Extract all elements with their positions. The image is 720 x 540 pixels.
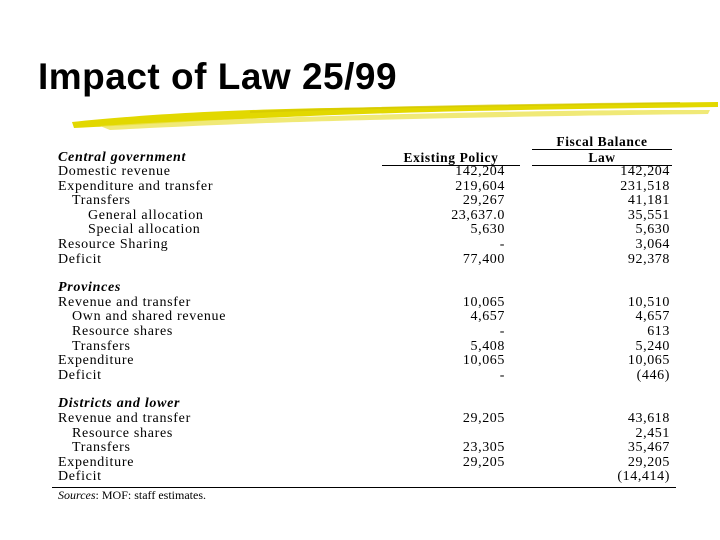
table-row: Expenditure and transfer 219,604 231,518 — [58, 178, 670, 194]
section-heading: Central government — [58, 150, 187, 165]
group-header-row — [52, 134, 676, 150]
table-row: Deficit 77,400 92,378 — [58, 251, 670, 267]
table-footnote — [52, 487, 676, 503]
table-row: Resource shares - 613 — [72, 323, 670, 339]
table-row: Revenue and transfer 29,205 43,618 — [58, 410, 670, 426]
table-row: Deficit (14,414) — [58, 469, 670, 485]
table-row: Transfers 5,408 5,240 — [72, 338, 670, 354]
table-row: Resource shares 2,451 — [72, 425, 670, 441]
table-row: Domestic revenue 142,204 142,204 — [58, 164, 670, 179]
table-row: Deficit - (446) — [58, 367, 670, 383]
table-row: Special allocation 5,630 5,630 — [88, 222, 670, 238]
fiscal-balance-table — [52, 134, 676, 503]
column-header-row — [52, 150, 676, 165]
table-row: Transfers 29,267 41,181 — [72, 193, 670, 209]
section-heading-row — [52, 281, 676, 296]
table-row: Revenue and transfer 10,065 10,510 — [58, 294, 670, 310]
section-heading: Districts and lower — [58, 396, 181, 412]
section-heading: Provinces — [58, 280, 122, 296]
slide-title: Impact of Law 25/99 — [38, 56, 398, 97]
table-row: Transfers 23,305 35,467 — [72, 440, 670, 456]
col-law-header: Law — [588, 150, 616, 165]
table-row: Expenditure 10,065 10,065 — [58, 353, 670, 369]
yellow-brush-stroke — [70, 96, 720, 136]
section-heading-row — [52, 397, 676, 412]
footnote-label: Sources — [58, 487, 96, 502]
table-row: General allocation 23,637.0 35,551 — [88, 207, 670, 223]
col-existing-policy-header: Existing Policy — [403, 150, 499, 165]
footnote-text: : MOF: staff estimates. — [95, 487, 206, 502]
fiscal-balance-header: Fiscal Balance — [556, 134, 648, 149]
table-row: Resource Sharing - 3,064 — [58, 236, 670, 252]
table-row: Expenditure 29,205 29,205 — [58, 454, 670, 470]
table-row: Own and shared revenue 4,657 4,657 — [72, 309, 670, 325]
